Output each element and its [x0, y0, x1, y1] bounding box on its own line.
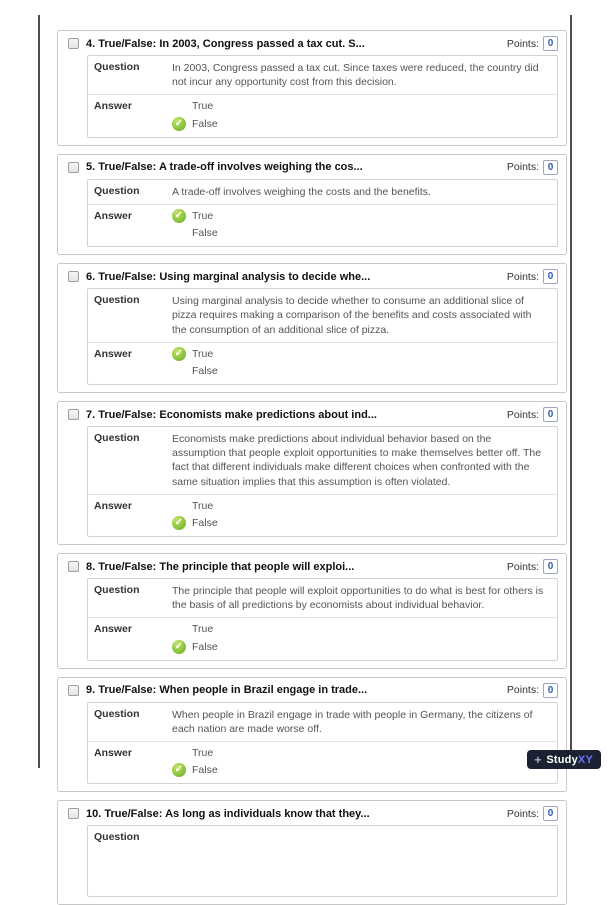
correct-check-icon [172, 347, 186, 361]
answer-row [88, 618, 557, 659]
points-input[interactable]: 0 [543, 269, 558, 284]
question-row-label: Question [94, 831, 140, 844]
points-group [507, 36, 558, 51]
question-text: A trade-off involves weighing the costs and the benefits. [172, 185, 431, 198]
question-header [58, 801, 566, 825]
points-group [507, 559, 558, 574]
question-title: 8. True/False: The principle that people will exploi... [86, 560, 355, 573]
points-input[interactable]: 0 [543, 36, 558, 51]
empty-check-slot [172, 499, 186, 513]
page-border-right [570, 15, 572, 768]
check-circle-icon: ✓ [172, 763, 186, 777]
answer-row-label: Answer [94, 100, 132, 113]
answer-option-true[interactable] [172, 347, 547, 361]
points-group [507, 269, 558, 284]
points-group [507, 806, 558, 821]
answer-option-label: True [192, 347, 214, 360]
question-row [88, 180, 557, 205]
points-group [507, 683, 558, 698]
studyxy-badge[interactable] [527, 750, 601, 769]
answer-option-false[interactable] [172, 226, 547, 240]
question-select-checkbox[interactable] [68, 808, 79, 819]
check-circle-icon: ✓ [172, 640, 186, 654]
question-block [57, 30, 567, 146]
points-input[interactable]: 0 [543, 160, 558, 175]
answer-row-label: Answer [94, 747, 132, 760]
question-title: 4. True/False: In 2003, Congress passed a tax cut. S... [86, 37, 365, 50]
answer-row [88, 343, 557, 384]
answer-row [88, 495, 557, 536]
page-border-left [38, 15, 40, 768]
empty-check-slot [172, 99, 186, 113]
answer-option-false[interactable] [172, 364, 547, 378]
points-input[interactable]: 0 [543, 683, 558, 698]
correct-check-icon [172, 516, 186, 530]
answer-option-label: False [192, 764, 218, 777]
question-select-checkbox[interactable] [68, 38, 79, 49]
answer-option-label: True [192, 623, 214, 636]
answer-option-false[interactable] [172, 640, 547, 654]
answer-options [172, 95, 557, 136]
points-label: Points: [506, 408, 539, 421]
answer-option-label: False [192, 227, 218, 240]
question-title: 7. True/False: Economists make predictions about ind... [86, 408, 377, 421]
empty-check-slot [172, 364, 186, 378]
answer-option-true[interactable] [172, 99, 547, 113]
correct-check-icon [172, 209, 186, 223]
answer-option-true[interactable] [172, 209, 547, 223]
points-input[interactable]: 0 [543, 407, 558, 422]
empty-check-slot [172, 746, 186, 760]
question-detail-table [87, 825, 558, 897]
question-row-label: Question [94, 584, 140, 597]
question-block [57, 800, 567, 905]
question-row [88, 56, 557, 95]
points-label: Points: [506, 560, 539, 573]
answer-row-label: Answer [94, 623, 132, 636]
answer-option-true[interactable] [172, 622, 547, 636]
question-title: 9. True/False: When people in Brazil engage in trade... [86, 684, 368, 697]
question-header [58, 155, 566, 179]
question-title: 6. True/False: Using marginal analysis to decide whe... [86, 270, 371, 283]
answer-option-label: False [192, 640, 218, 653]
answer-option-true[interactable] [172, 746, 547, 760]
answer-option-label: False [192, 364, 218, 377]
points-label: Points: [506, 270, 539, 283]
answer-options [172, 742, 557, 783]
question-select-checkbox[interactable] [68, 409, 79, 420]
check-circle-icon: ✓ [172, 209, 186, 223]
question-text: Using marginal analysis to decide whether to consume an additional slice of pizza requires making a comparison of the benefits and costs associated with the consumption of an additional slice of pizza. [172, 295, 532, 336]
question-row-label: Question [94, 707, 140, 720]
answer-option-false[interactable] [172, 763, 547, 777]
question-detail-table [87, 578, 558, 661]
question-text [172, 826, 557, 896]
check-circle-icon: ✓ [172, 347, 186, 361]
question-title: 10. True/False: As long as individuals know that they... [86, 807, 370, 820]
question-detail-table [87, 288, 558, 385]
question-select-checkbox[interactable] [68, 685, 79, 696]
answer-row-label: Answer [94, 499, 132, 512]
answer-row-label: Answer [94, 209, 132, 222]
question-row-label: Question [94, 432, 140, 445]
question-row-label: Question [94, 61, 140, 73]
question-detail-table [87, 55, 558, 138]
answer-option-label: True [192, 499, 214, 512]
points-input[interactable]: 0 [543, 806, 558, 821]
question-text: In 2003, Congress passed a tax cut. Since taxes were reduced, the country did not incur any opportunity cost from this decision. [172, 62, 539, 89]
answer-option-label: False [192, 117, 218, 130]
empty-check-slot [172, 623, 186, 637]
check-circle-icon: ✓ [172, 117, 186, 131]
answer-option-label: True [192, 100, 214, 113]
brand-name [546, 754, 593, 766]
answer-options [172, 618, 557, 659]
correct-check-icon [172, 763, 186, 777]
question-row-label: Question [94, 294, 140, 307]
points-label: Points: [506, 807, 539, 820]
question-select-checkbox[interactable] [68, 162, 79, 173]
question-block [57, 553, 567, 669]
answer-option-false[interactable] [172, 516, 547, 530]
plus-icon: + [534, 752, 542, 767]
brand-name-accent: XY [577, 753, 593, 766]
answer-option-label: True [192, 747, 214, 760]
answer-option-true[interactable] [172, 499, 547, 513]
question-row [88, 579, 557, 618]
check-circle-icon: ✓ [172, 516, 186, 530]
question-block [57, 154, 567, 256]
points-input[interactable]: 0 [543, 559, 558, 574]
question-detail-table [87, 179, 558, 248]
correct-check-icon [172, 640, 186, 654]
question-header [58, 402, 566, 426]
question-row [88, 703, 557, 742]
question-block [57, 263, 567, 393]
question-detail-table [87, 702, 558, 785]
question-text: When people in Brazil engage in trade with people in Germany, the citizens of each nation are made worse off. [172, 708, 533, 735]
answer-row [88, 742, 557, 783]
question-title: 5. True/False: A trade-off involves weighing the cos... [86, 161, 363, 174]
correct-check-icon [172, 117, 186, 131]
answer-option-false[interactable] [172, 117, 547, 131]
points-group [507, 407, 558, 422]
question-header [58, 554, 566, 578]
question-row [88, 427, 557, 495]
answer-options [172, 205, 557, 246]
question-list [57, 30, 567, 844]
question-block [57, 401, 567, 545]
points-label: Points: [506, 161, 539, 174]
question-header [58, 31, 566, 55]
question-detail-table [87, 426, 558, 537]
points-label: Points: [506, 37, 539, 50]
question-row-label: Question [94, 184, 140, 197]
question-row [88, 826, 557, 896]
answer-option-label: False [192, 516, 218, 529]
question-text: The principle that people will exploit opportunities to do what is best for others is the basis of all predictions by economists about individual behavior. [172, 585, 544, 612]
answer-options [172, 343, 557, 384]
empty-check-slot [172, 226, 186, 240]
question-select-checkbox[interactable] [68, 271, 79, 282]
answer-row [88, 95, 557, 136]
answer-options [172, 495, 557, 536]
answer-option-label: True [192, 209, 214, 222]
question-select-checkbox[interactable] [68, 561, 79, 572]
brand-name-primary: Study [546, 753, 578, 766]
answer-row-label: Answer [94, 347, 132, 360]
points-group [507, 160, 558, 175]
question-row [88, 289, 557, 343]
question-text: Economists make predictions about individual behavior based on the assumption that people exploit opportunities to make themselves better off. The fact that different individuals make different choices when confronted with the same situation implies that this assumption is often violated. [172, 433, 542, 488]
question-block [57, 677, 567, 793]
points-label: Points: [506, 684, 539, 697]
question-header [58, 678, 566, 702]
answer-row [88, 205, 557, 246]
question-header [58, 264, 566, 288]
